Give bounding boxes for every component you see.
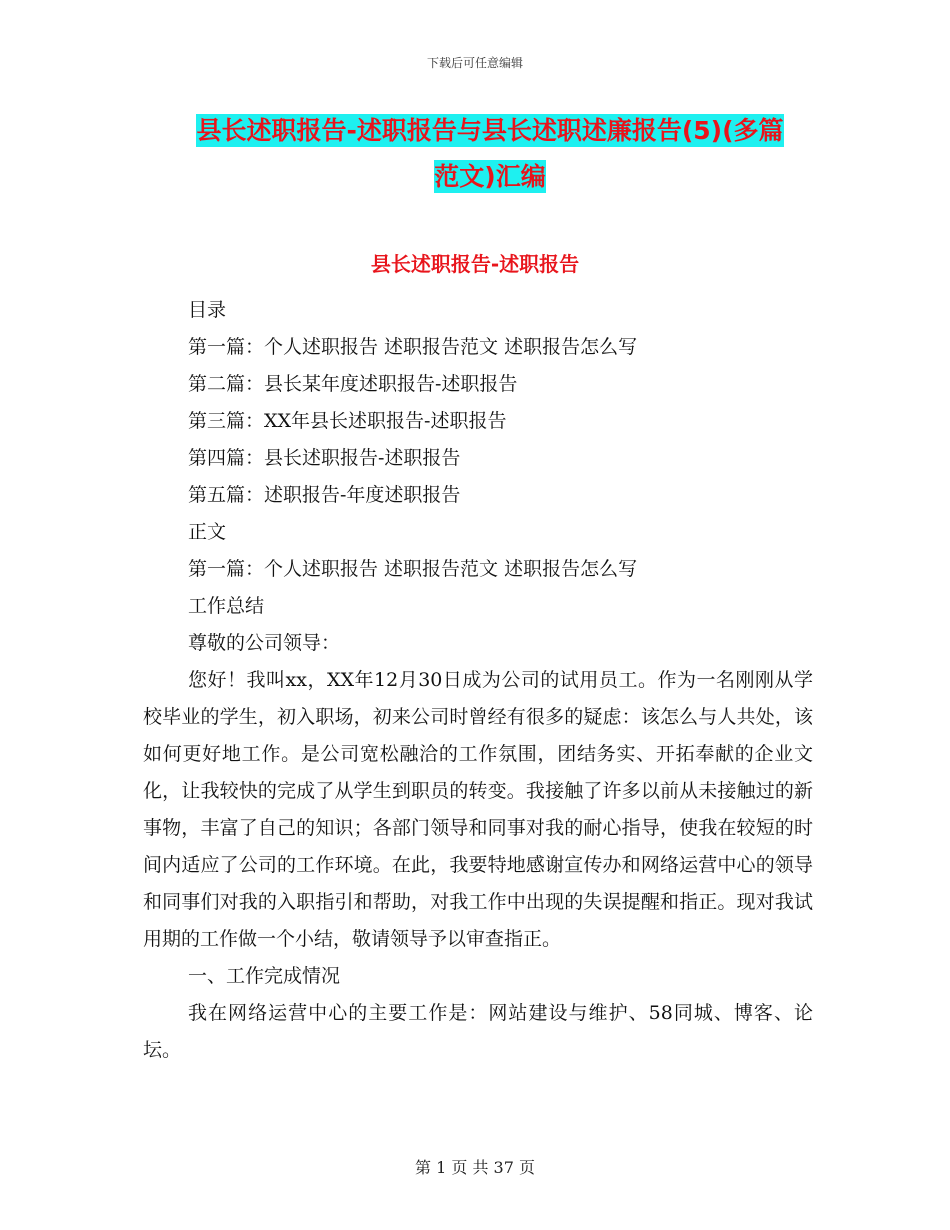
section-heading: 一、工作完成情况 (188, 965, 341, 987)
toc-item: 第一篇：个人述职报告 述职报告范文 述职报告怎么写 (188, 336, 638, 358)
toc-item: 第二篇：县长某年度述职报告-述职报告 (188, 373, 518, 395)
document-body (143, 292, 813, 1069)
document-title-line2: 范文)汇编 (434, 162, 546, 191)
section-label: 工作总结 (188, 595, 265, 617)
toc-heading: 目录 (188, 299, 227, 321)
body-paragraph: 您好！我叫xx，XX年12月30日成为公司的试用员工。作为一名刚刚从学校毕业的学生，初入职场，初来公司时曾经有很多的疑虑：该怎么与人共处，该如何更好地工作。是公司宽松融洽的工作氛围，团结务实、开拓奉献的企业文化，让我较快的完成了从学生到职员的转变。我接触了许多以前从未接触过的新事物，丰富了自己的知识；各部门领导和同事对我的耐心指导，使我在较短的时间内适应了公司的工作环境。在此，我要特地感谢宣传办和网络运营中心的领导和同事们对我的入职指引和帮助，对我工作中出现的失误提醒和指正。现对我试用期的工作做一个小结，敬请领导予以审查指正。 (143, 669, 813, 950)
salutation: 尊敬的公司领导： (188, 632, 341, 654)
document-title-line1: 县长述职报告-述职报告与县长述职述廉报告(5)(多篇 (196, 116, 784, 145)
toc-item: 第三篇：XX年县长述职报告-述职报告 (188, 410, 507, 432)
page-footer: 第 1 页 共 37 页 (415, 1158, 535, 1177)
body-paragraph: 我在网络运营中心的主要工作是：网站建设与维护、58同城、博客、论坛。 (143, 1002, 813, 1061)
section-subtitle: 县长述职报告-述职报告 (370, 252, 580, 276)
body-heading: 正文 (188, 521, 227, 543)
header-note: 下载后可任意编辑 (426, 56, 523, 70)
toc-item: 第四篇：县长述职报告-述职报告 (188, 447, 461, 469)
document-title (140, 108, 840, 200)
toc-item: 第五篇：述职报告-年度述职报告 (188, 484, 461, 506)
chapter-title: 第一篇：个人述职报告 述职报告范文 述职报告怎么写 (188, 558, 638, 580)
